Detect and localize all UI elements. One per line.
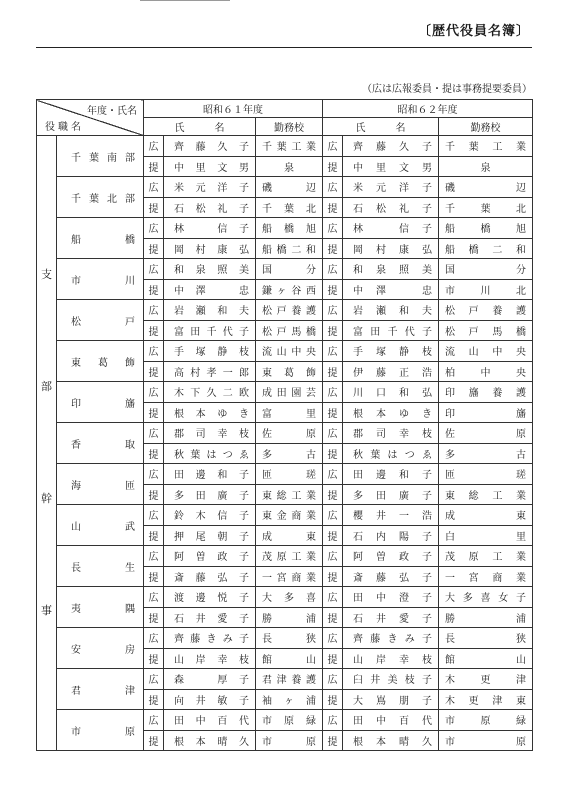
member-name-y2: 阿曽政子 (343, 546, 439, 567)
committee-type: 提 (144, 689, 164, 710)
branch-name: 君津 (57, 669, 144, 710)
table-row (37, 218, 533, 239)
member-name-y2: 大嶌朋子 (343, 689, 439, 710)
committee-type: 広 (144, 546, 164, 567)
school-y2: 茂原工業 (439, 546, 533, 567)
committee-type: 広 (144, 464, 164, 485)
member-name-y1: 多田廣子 (164, 484, 256, 505)
table-row (37, 423, 533, 444)
member-name-y2: 石井愛子 (343, 607, 439, 628)
school-y1: 千葉工業 (256, 136, 323, 157)
branch-name: 東葛飾 (57, 341, 144, 382)
committee-type: 広 (323, 341, 343, 362)
committee-type: 提 (323, 525, 343, 546)
school-y1: 勝浦 (256, 607, 323, 628)
school-y1: 館山 (256, 648, 323, 669)
member-name-y1: 中澤 忠 (164, 279, 256, 300)
branch-name: 船橋 (57, 218, 144, 259)
member-name-y2: 富田千代子 (343, 320, 439, 341)
school-y1: 君津養護 (256, 669, 323, 690)
member-name-y1: 石松礼子 (164, 197, 256, 218)
member-name-y1: 石井愛子 (164, 607, 256, 628)
member-name-y2: 川口和弘 (343, 382, 439, 403)
branch-name: 香取 (57, 423, 144, 464)
committee-type: 提 (144, 443, 164, 464)
corner-bottom-label: 役職名 (45, 122, 84, 133)
school-y2: 印旛 (439, 402, 533, 423)
school-y1: 東葛飾 (256, 361, 323, 382)
school-y2: 松戸養護 (439, 300, 533, 321)
committee-type: 提 (323, 566, 343, 587)
member-name-y2: 岡村康弘 (343, 238, 439, 259)
school-y1: 鎌ヶ谷西 (256, 279, 323, 300)
member-name-y1: 根本ゆき (164, 402, 256, 423)
member-name-y2: 中澤 忠 (343, 279, 439, 300)
committee-type: 提 (144, 197, 164, 218)
school-y1: 佐原 (256, 423, 323, 444)
member-name-y1: 押尾朝子 (164, 525, 256, 546)
school-y2: 松戸馬橋 (439, 320, 533, 341)
member-name-y1: 齊藤久子 (164, 136, 256, 157)
member-name-y1: 米元洋子 (164, 177, 256, 198)
committee-type: 提 (323, 730, 343, 751)
member-name-y2: 秋葉はつゑ (343, 443, 439, 464)
school-y1: 東総工業 (256, 484, 323, 505)
school-y1: 泉 (256, 156, 323, 177)
member-name-y2: 臼井美枝子 (343, 669, 439, 690)
branch-name: 長生 (57, 546, 144, 587)
member-name-y2: 伊藤正浩 (343, 361, 439, 382)
committee-type: 提 (323, 484, 343, 505)
committee-type: 提 (144, 730, 164, 751)
table-row (37, 628, 533, 649)
member-name-y2: 林 信子 (343, 218, 439, 239)
member-name-y2: 根本ゆき (343, 402, 439, 423)
table-row (37, 710, 533, 731)
member-name-y1: 田邊和子 (164, 464, 256, 485)
committee-type: 提 (323, 443, 343, 464)
school-y1: 船橋旭 (256, 218, 323, 239)
branch-name: 山武 (57, 505, 144, 546)
branch-name: 市川 (57, 259, 144, 300)
committee-type: 提 (323, 320, 343, 341)
member-name-y2: 田中百代 (343, 710, 439, 731)
committee-type: 広 (144, 259, 164, 280)
committee-type: 提 (144, 320, 164, 341)
committee-type: 広 (144, 710, 164, 731)
committee-type: 提 (323, 361, 343, 382)
committee-type: 広 (144, 669, 164, 690)
corner-header-cell (37, 100, 144, 136)
member-name-y1: 高村孝一郎 (164, 361, 256, 382)
table-row (37, 464, 533, 485)
member-name-y1: 郡司幸枝 (164, 423, 256, 444)
member-name-y1: 山岸幸枝 (164, 648, 256, 669)
branch-name: 海匝 (57, 464, 144, 505)
year1-header: 昭和６１年度 (144, 100, 323, 118)
school-y2: 一宮商業 (439, 566, 533, 587)
school-y1: 松戸馬橋 (256, 320, 323, 341)
school-y2: 大多喜女子 (439, 587, 533, 608)
table-row (37, 177, 533, 198)
school-y1: 茂原工業 (256, 546, 323, 567)
table-row (37, 259, 533, 280)
committee-type: 提 (323, 156, 343, 177)
school-y2: 長狭 (439, 628, 533, 649)
school-y1: 国分 (256, 259, 323, 280)
member-name-y2: 田邊和子 (343, 464, 439, 485)
school-y2: 匝瑳 (439, 464, 533, 485)
year1-name-header: 氏 名 (144, 118, 256, 136)
header-row-years (37, 100, 533, 118)
school-y2: 東総工業 (439, 484, 533, 505)
school-y2: 木更津 (439, 669, 533, 690)
committee-type: 広 (323, 587, 343, 608)
committee-type: 広 (144, 218, 164, 239)
school-y2: 勝浦 (439, 607, 533, 628)
school-y2: 柏中央 (439, 361, 533, 382)
table-row (37, 300, 533, 321)
member-name-y1: 手塚静枝 (164, 341, 256, 362)
committee-type: 提 (323, 648, 343, 669)
school-y2: 国分 (439, 259, 533, 280)
member-name-y1: 木下久二欧 (164, 382, 256, 403)
school-y1: 袖ヶ浦 (256, 689, 323, 710)
member-name-y1: 田中百代 (164, 710, 256, 731)
school-y2: 市川北 (439, 279, 533, 300)
year1-school-header: 勤務校 (256, 118, 323, 136)
branch-name: 松戸 (57, 300, 144, 341)
school-y2: 成東 (439, 505, 533, 526)
committee-type: 広 (144, 136, 164, 157)
school-y2: 流山中央 (439, 341, 533, 362)
group-label-cell (37, 136, 57, 751)
committee-type: 広 (144, 587, 164, 608)
branch-name: 千葉南部 (57, 136, 144, 177)
group-label-char: 幹 (41, 492, 52, 505)
committee-type: 提 (323, 607, 343, 628)
school-y2: 多古 (439, 443, 533, 464)
committee-type: 広 (144, 382, 164, 403)
committee-type: 提 (144, 525, 164, 546)
school-y1: 東金商業 (256, 505, 323, 526)
committee-type: 提 (144, 607, 164, 628)
committee-type: 広 (323, 136, 343, 157)
school-y1: 多古 (256, 443, 323, 464)
branch-name: 千葉北部 (57, 177, 144, 218)
school-y2: 白里 (439, 525, 533, 546)
member-name-y2: 齊藤きみ子 (343, 628, 439, 649)
school-y2: 印旛養護 (439, 382, 533, 403)
school-y1: 磯辺 (256, 177, 323, 198)
member-name-y2: 米元洋子 (343, 177, 439, 198)
year2-school-header: 勤務校 (439, 118, 533, 136)
committee-type: 広 (323, 382, 343, 403)
committee-type: 提 (144, 156, 164, 177)
committee-type: 広 (323, 300, 343, 321)
school-y1: 富里 (256, 402, 323, 423)
member-name-y2: 岩瀬和夫 (343, 300, 439, 321)
committee-type: 提 (144, 566, 164, 587)
school-y1: 松戸養護 (256, 300, 323, 321)
table-row (37, 669, 533, 690)
group-label-char: 支 (41, 268, 52, 281)
school-y2: 館山 (439, 648, 533, 669)
member-name-y1: 岡村康弘 (164, 238, 256, 259)
member-name-y2: 多田廣子 (343, 484, 439, 505)
committee-type: 提 (144, 402, 164, 423)
committee-type: 広 (323, 218, 343, 239)
committee-type: 広 (144, 300, 164, 321)
member-name-y2: 和泉照美 (343, 259, 439, 280)
table-row (37, 505, 533, 526)
member-name-y2: 斎藤弘子 (343, 566, 439, 587)
group-label (37, 219, 56, 667)
member-name-y2: 根本晴久 (343, 730, 439, 751)
table-row (37, 587, 533, 608)
member-name-y2: 齊藤久子 (343, 136, 439, 157)
member-name-y1: 岩瀬和夫 (164, 300, 256, 321)
school-y1: 市原緑 (256, 710, 323, 731)
committee-type: 広 (144, 423, 164, 444)
school-y2: 千葉工業 (439, 136, 533, 157)
table-row (37, 382, 533, 403)
member-name-y1: 斎藤弘子 (164, 566, 256, 587)
branch-name: 市原 (57, 710, 144, 751)
member-name-y1: 阿曽政子 (164, 546, 256, 567)
committee-type: 広 (323, 423, 343, 444)
member-name-y1: 渡邊悦子 (164, 587, 256, 608)
member-name-y1: 中里文男 (164, 156, 256, 177)
committee-type: 広 (323, 546, 343, 567)
school-y2: 泉 (439, 156, 533, 177)
member-name-y2: 石松礼子 (343, 197, 439, 218)
school-y2: 船橋二和 (439, 238, 533, 259)
member-name-y1: 森 厚子 (164, 669, 256, 690)
member-name-y2: 中里文男 (343, 156, 439, 177)
member-name-y1: 富田千代子 (164, 320, 256, 341)
committee-type: 広 (323, 177, 343, 198)
member-name-y1: 向井敏子 (164, 689, 256, 710)
school-y1: 成田園芸 (256, 382, 323, 403)
committee-type: 提 (323, 238, 343, 259)
committee-type: 広 (323, 710, 343, 731)
table-row (37, 136, 533, 157)
committee-type: 広 (323, 505, 343, 526)
member-name-y1: 鈴木信子 (164, 505, 256, 526)
member-name-y1: 秋葉はつゑ (164, 443, 256, 464)
branch-name: 印旛 (57, 382, 144, 423)
school-y2: 千葉北 (439, 197, 533, 218)
committee-type: 提 (144, 238, 164, 259)
school-y2: 市原緑 (439, 710, 533, 731)
officer-roster-table (36, 99, 533, 751)
school-y2: 木更津東 (439, 689, 533, 710)
branch-name: 夷隅 (57, 587, 144, 628)
member-name-y1: 和泉照美 (164, 259, 256, 280)
header-divider (36, 47, 532, 48)
committee-type: 広 (323, 464, 343, 485)
corner-top-label: 年度・氏名 (87, 106, 137, 117)
school-y1: 流山中央 (256, 341, 323, 362)
school-y1: 大多喜 (256, 587, 323, 608)
committee-type: 広 (144, 341, 164, 362)
member-name-y2: 櫻井一浩 (343, 505, 439, 526)
group-label-char: 部 (41, 380, 52, 393)
school-y1: 船橋二和 (256, 238, 323, 259)
table-row (37, 341, 533, 362)
school-y1: 一宮商業 (256, 566, 323, 587)
committee-type: 広 (323, 628, 343, 649)
member-name-y2: 山岸幸枝 (343, 648, 439, 669)
committee-type: 提 (144, 279, 164, 300)
school-y1: 長狭 (256, 628, 323, 649)
school-y1: 市原 (256, 730, 323, 751)
committee-type: 提 (144, 361, 164, 382)
committee-type: 提 (144, 484, 164, 505)
table-row (37, 546, 533, 567)
school-y2: 市原 (439, 730, 533, 751)
legend-note: （広は広報委員・提は事務提要委員） (362, 84, 532, 95)
page-title: 〔歴代役員名簿〕 (417, 24, 530, 39)
school-y1: 匝瑳 (256, 464, 323, 485)
member-name-y2: 田中澄子 (343, 587, 439, 608)
school-y2: 磯辺 (439, 177, 533, 198)
school-y1: 千葉北 (256, 197, 323, 218)
committee-type: 広 (144, 628, 164, 649)
top-edge-rule (140, 0, 230, 1)
year2-name-header: 氏 名 (323, 118, 439, 136)
committee-type: 提 (323, 279, 343, 300)
committee-type: 広 (144, 177, 164, 198)
committee-type: 広 (323, 259, 343, 280)
member-name-y2: 郡司幸枝 (343, 423, 439, 444)
committee-type: 提 (323, 689, 343, 710)
school-y2: 船橋旭 (439, 218, 533, 239)
member-name-y1: 林 信子 (164, 218, 256, 239)
committee-type: 広 (323, 669, 343, 690)
member-name-y1: 根本晴久 (164, 730, 256, 751)
member-name-y2: 手塚静枝 (343, 341, 439, 362)
committee-type: 広 (144, 505, 164, 526)
school-y1: 成東 (256, 525, 323, 546)
branch-name: 安房 (57, 628, 144, 669)
member-name-y1: 齊藤きみ子 (164, 628, 256, 649)
committee-type: 提 (323, 197, 343, 218)
group-label-char: 事 (41, 604, 52, 617)
member-name-y2: 石内陽子 (343, 525, 439, 546)
committee-type: 提 (323, 402, 343, 423)
committee-type: 提 (144, 648, 164, 669)
year2-header: 昭和６２年度 (323, 100, 533, 118)
school-y2: 佐原 (439, 423, 533, 444)
